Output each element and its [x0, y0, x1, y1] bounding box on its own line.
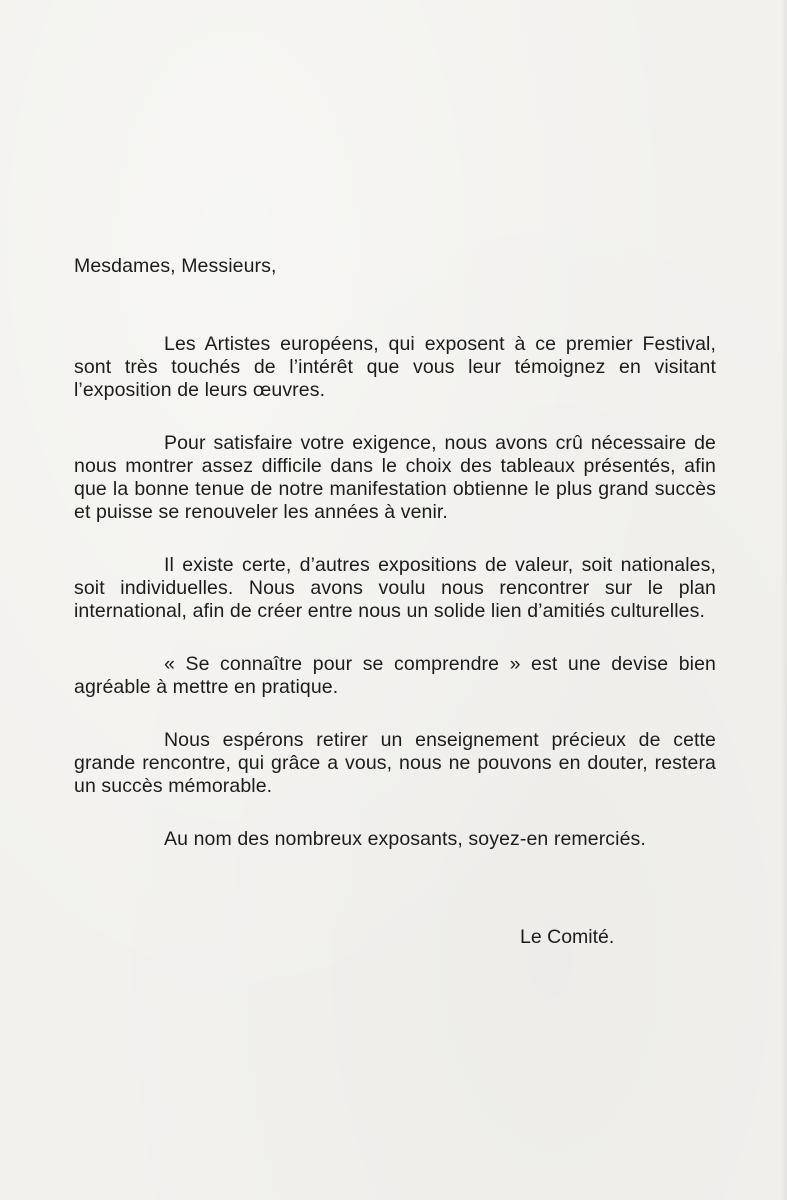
page-edge-shadow [781, 0, 787, 1200]
paragraph-5: Nous espérons retirer un enseignement précieux de cette grande rencontre, qui grâce a vous, nous ne pouvons en douter, restera un succès mémorable. [74, 729, 716, 797]
paragraph-3: Il existe certe, d’autres expositions de valeur, soit nationales, soit individuelles. Nous avons voulu nous rencontrer sur le plan international, afin de créer entre nous un solide lien d’amitiés culturelles. [74, 554, 716, 622]
paragraph-2: Pour satisfaire votre exigence, nous avons crû nécessaire de nous montrer assez difficile dans le choix des tableaux présentés, afin que la bonne tenue de notre manifestation obtienne le plus grand succès et puisse se renouveler les années à venir. [74, 432, 716, 523]
signature: Le Comité. [520, 926, 615, 948]
salutation: Mesdames, Messieurs, [74, 255, 277, 277]
letter-body [74, 255, 716, 881]
paragraph-6: Au nom des nombreux exposants, soyez-en remerciés. [164, 828, 646, 850]
paragraph-4: « Se connaître pour se comprendre » est une devise bien agréable à mettre en pratique. [74, 653, 716, 698]
paragraph-1: Les Artistes européens, qui exposent à ce premier Festival, sont très touchés de l’intérêt que vous leur témoignez en visitant l’exposition de leurs œuvres. [74, 333, 716, 401]
